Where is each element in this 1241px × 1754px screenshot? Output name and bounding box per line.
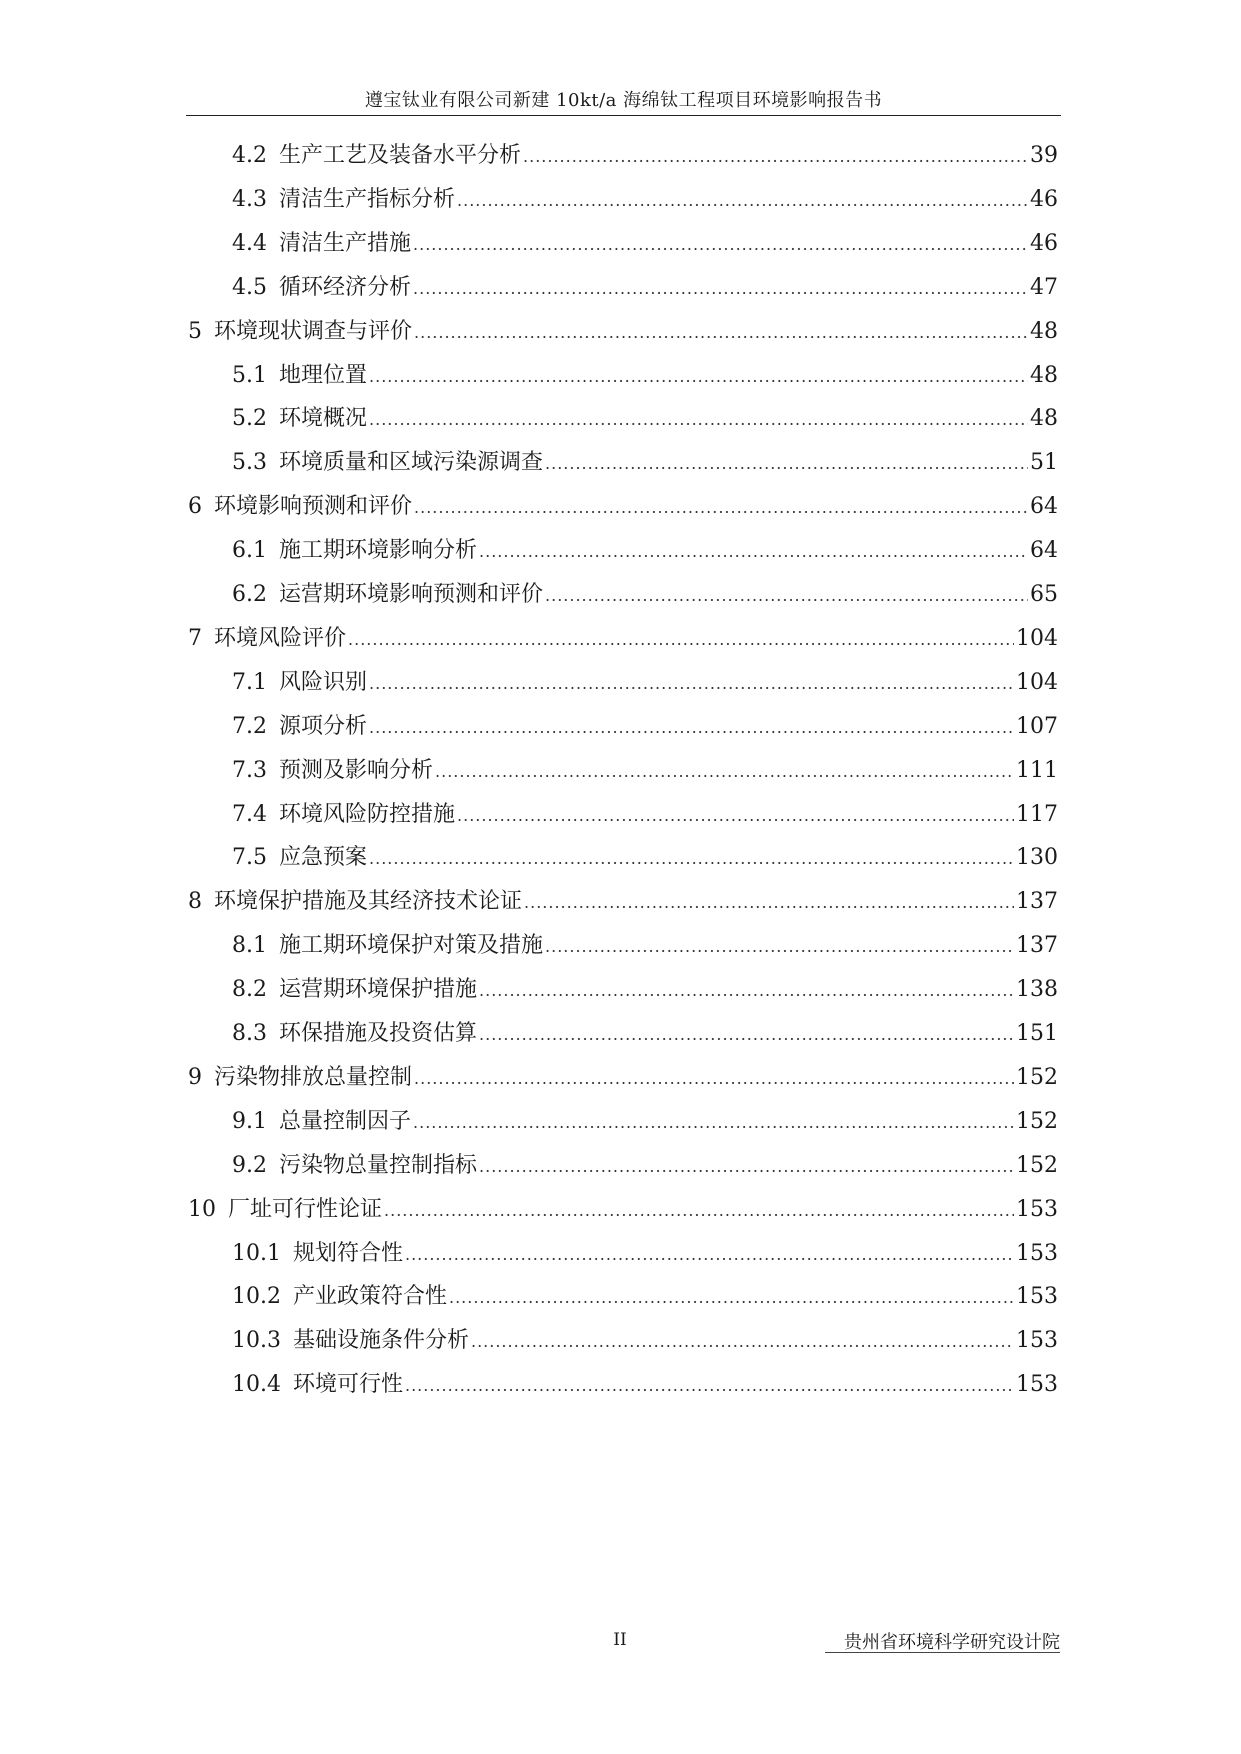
- toc-entry-title: 预测及影响分析: [279, 757, 434, 783]
- toc-entry: [188, 1193, 1058, 1227]
- toc-entry-title: 循环经济分析: [279, 274, 412, 300]
- toc-entry: [188, 622, 1058, 656]
- toc-entry-title: 运营期环境影响预测和评价: [279, 582, 544, 607]
- toc-entry-page: 153: [1016, 1284, 1058, 1310]
- toc-entry-title: 环境风险防控措施: [279, 801, 456, 827]
- toc-dot-leader: [479, 974, 1014, 1008]
- toc-entry-title: 环境概况: [279, 406, 368, 432]
- toc-entry: [232, 841, 1058, 875]
- toc-dot-leader: [545, 930, 1014, 964]
- toc-dot-leader: [413, 272, 1028, 306]
- toc-entry: [232, 578, 1058, 612]
- toc-entry: [232, 798, 1058, 832]
- toc-entry: [232, 271, 1058, 305]
- toc-entry-number: 9: [188, 1064, 202, 1090]
- toc-entry-title: 环境风险评价: [214, 625, 347, 651]
- toc-dot-leader: [524, 886, 1014, 920]
- toc-entry-number: 10.2: [232, 1284, 281, 1310]
- toc-dot-leader: [384, 1194, 1014, 1228]
- toc-entry-number: 7.1: [232, 669, 267, 695]
- toc-entry: [232, 929, 1058, 963]
- toc-dot-leader: [348, 623, 1014, 657]
- toc-dot-leader: [369, 711, 1014, 745]
- toc-entry-number: 7: [188, 625, 202, 651]
- toc-dot-leader: [435, 755, 1014, 789]
- toc-entry-title: 污染物排放总量控制: [214, 1064, 413, 1090]
- toc-entry: [232, 1149, 1058, 1183]
- toc-dot-leader: [413, 228, 1028, 262]
- toc-entry-page: 104: [1016, 669, 1058, 695]
- toc-entry-title: 生产工艺及装备水平分析: [279, 143, 522, 168]
- toc-entry-page: 39: [1030, 143, 1058, 168]
- toc-entry-page: 48: [1030, 406, 1058, 432]
- toc-entry-number: 5.2: [232, 406, 267, 432]
- toc-entry-number: 4.5: [232, 274, 267, 300]
- toc-entry-number: 10.3: [232, 1328, 281, 1354]
- toc-entry: [188, 490, 1058, 524]
- toc-entry-page: 111: [1016, 757, 1058, 783]
- toc-entry: [232, 1105, 1058, 1139]
- toc-entry-title: 污染物总量控制指标: [279, 1152, 478, 1178]
- toc-entry-page: 117: [1016, 801, 1058, 827]
- toc-dot-leader: [405, 1238, 1014, 1272]
- toc-entry-page: 153: [1016, 1240, 1058, 1266]
- toc-entry-title: 清洁生产措施: [279, 230, 412, 256]
- toc-entry-page: 64: [1030, 494, 1058, 520]
- toc-entry-number: 5.3: [232, 450, 267, 476]
- toc-entry-title: 环境可行性: [292, 1372, 403, 1398]
- toc-entry-number: 7.4: [232, 801, 267, 827]
- toc-entry-number: 10.4: [232, 1372, 281, 1398]
- toc-dot-leader: [414, 491, 1028, 525]
- toc-dot-leader: [545, 447, 1028, 481]
- toc-dot-leader: [471, 1325, 1014, 1359]
- toc-dot-leader: [449, 1281, 1014, 1315]
- toc-entry-number: 8.1: [232, 933, 267, 959]
- toc-entry: [232, 973, 1058, 1007]
- toc-entry-number: 4.2: [232, 143, 267, 168]
- toc-entry-title: 环境影响预测和评价: [214, 494, 413, 520]
- toc-entry: [232, 139, 1058, 173]
- toc-entry-number: 10: [188, 1196, 216, 1222]
- toc-entry-number: 7.5: [232, 845, 267, 871]
- toc-entry-page: 107: [1016, 713, 1058, 739]
- toc-entry-number: 4.4: [232, 230, 267, 256]
- toc-entry-page: 137: [1016, 889, 1058, 915]
- toc-entry: [188, 315, 1058, 349]
- toc-entry-page: 48: [1030, 362, 1058, 388]
- toc-entry-number: 7.2: [232, 713, 267, 739]
- toc-entry-title: 运营期环境保护措施: [279, 977, 478, 1003]
- toc-entry-page: 152: [1016, 1108, 1058, 1134]
- toc-entry: [232, 1017, 1058, 1051]
- toc-dot-leader: [479, 1150, 1014, 1184]
- toc-dot-leader: [414, 316, 1028, 350]
- toc-entry-title: 施工期环境保护对策及措施: [279, 933, 544, 959]
- toc-entry-number: 8: [188, 889, 202, 915]
- toc-dot-leader: [479, 1018, 1014, 1052]
- toc-entry-number: 6.2: [232, 582, 267, 607]
- toc-entry: [232, 534, 1058, 568]
- toc-entry: [232, 666, 1058, 700]
- toc-entry-title: 基础设施条件分析: [292, 1328, 469, 1354]
- toc-entry: [232, 183, 1058, 217]
- toc-dot-leader: [523, 140, 1028, 174]
- toc-entry-title: 环境现状调查与评价: [214, 318, 413, 344]
- footer-page-number: II: [613, 1630, 627, 1650]
- toc-dot-leader: [479, 535, 1028, 569]
- toc-entry-title: 应急预案: [279, 845, 368, 871]
- toc-entry: [232, 446, 1058, 480]
- toc-entry-page: 65: [1030, 582, 1058, 607]
- toc-dot-leader: [369, 667, 1014, 701]
- toc-entry: [232, 1324, 1058, 1358]
- toc-entry-page: 137: [1016, 933, 1058, 959]
- toc-entry-page: 138: [1016, 977, 1058, 1003]
- toc-entry-number: 5.1: [232, 362, 267, 388]
- toc-entry: [232, 227, 1058, 261]
- toc-dot-leader: [369, 360, 1028, 394]
- toc-dot-leader: [369, 403, 1028, 437]
- toc-entry-title: 施工期环境影响分析: [279, 538, 478, 564]
- toc-entry-number: 8.2: [232, 977, 267, 1003]
- footer-divider: [825, 1652, 1060, 1653]
- toc-entry-page: 46: [1030, 186, 1058, 212]
- toc-dot-leader: [457, 799, 1014, 833]
- toc-entry-page: 153: [1016, 1196, 1058, 1222]
- page-header-title: 遵宝钛业有限公司新建 10kt/a 海绵钛工程项目环境影响报告书: [364, 90, 883, 111]
- toc-dot-leader: [405, 1369, 1014, 1403]
- toc-entry-title: 规划符合性: [292, 1240, 403, 1266]
- toc-entry-page: 48: [1030, 318, 1058, 344]
- toc-entry: [232, 359, 1058, 393]
- toc-entry-number: 6: [188, 494, 202, 520]
- toc-entry: [232, 710, 1058, 744]
- toc-entry: [232, 402, 1058, 436]
- toc-entry-page: 153: [1016, 1328, 1058, 1354]
- toc-entry-number: 6.1: [232, 538, 267, 564]
- toc-entry: [232, 754, 1058, 788]
- toc-dot-leader: [457, 184, 1028, 218]
- header-divider: [186, 115, 1061, 116]
- toc-entry-title: 环境保护措施及其经济技术论证: [214, 889, 523, 915]
- toc-dot-leader: [414, 1062, 1014, 1096]
- toc-entry-page: 151: [1016, 1021, 1058, 1046]
- toc-entry-page: 130: [1016, 845, 1058, 871]
- toc-dot-leader: [413, 1106, 1014, 1140]
- toc-entry-page: 64: [1030, 538, 1058, 564]
- toc-entry-page: 153: [1016, 1372, 1058, 1398]
- toc-entry-page: 46: [1030, 230, 1058, 256]
- toc-entry: [232, 1237, 1058, 1271]
- toc-entry-title: 清洁生产指标分析: [279, 186, 456, 212]
- toc-entry-page: 152: [1016, 1064, 1058, 1090]
- toc-entry: [232, 1280, 1058, 1314]
- toc-entry-page: 104: [1016, 625, 1058, 651]
- toc-entry-number: 4.3: [232, 186, 267, 212]
- toc-entry-title: 产业政策符合性: [292, 1284, 447, 1310]
- toc-entry-title: 风险识别: [279, 669, 368, 695]
- toc-entry-title: 源项分析: [279, 713, 368, 739]
- toc-entry-number: 10.1: [232, 1240, 281, 1266]
- toc-entry-title: 环境质量和区域污染源调查: [279, 450, 544, 476]
- toc-entry-page: 47: [1030, 274, 1058, 300]
- toc-entry-title: 地理位置: [279, 362, 368, 388]
- toc-entry-number: 9.2: [232, 1152, 267, 1178]
- toc-entry-number: 5: [188, 318, 202, 344]
- toc-entry: [188, 1061, 1058, 1095]
- toc-entry-title: 厂址可行性论证: [228, 1196, 383, 1222]
- toc-dot-leader: [369, 842, 1014, 876]
- toc-entry: [232, 1368, 1058, 1402]
- toc-entry-page: 51: [1030, 450, 1058, 476]
- toc-entry-title: 总量控制因子: [279, 1108, 412, 1134]
- toc-entry: [188, 885, 1058, 919]
- toc-entry-page: 152: [1016, 1152, 1058, 1178]
- footer-organization: 贵州省环境科学研究设计院: [844, 1632, 1060, 1653]
- toc-entry-number: 7.3: [232, 757, 267, 783]
- toc-entry-number: 9.1: [232, 1108, 267, 1134]
- toc-dot-leader: [545, 579, 1028, 613]
- toc-entry-number: 8.3: [232, 1021, 267, 1046]
- toc-entry-title: 环保措施及投资估算: [279, 1021, 478, 1046]
